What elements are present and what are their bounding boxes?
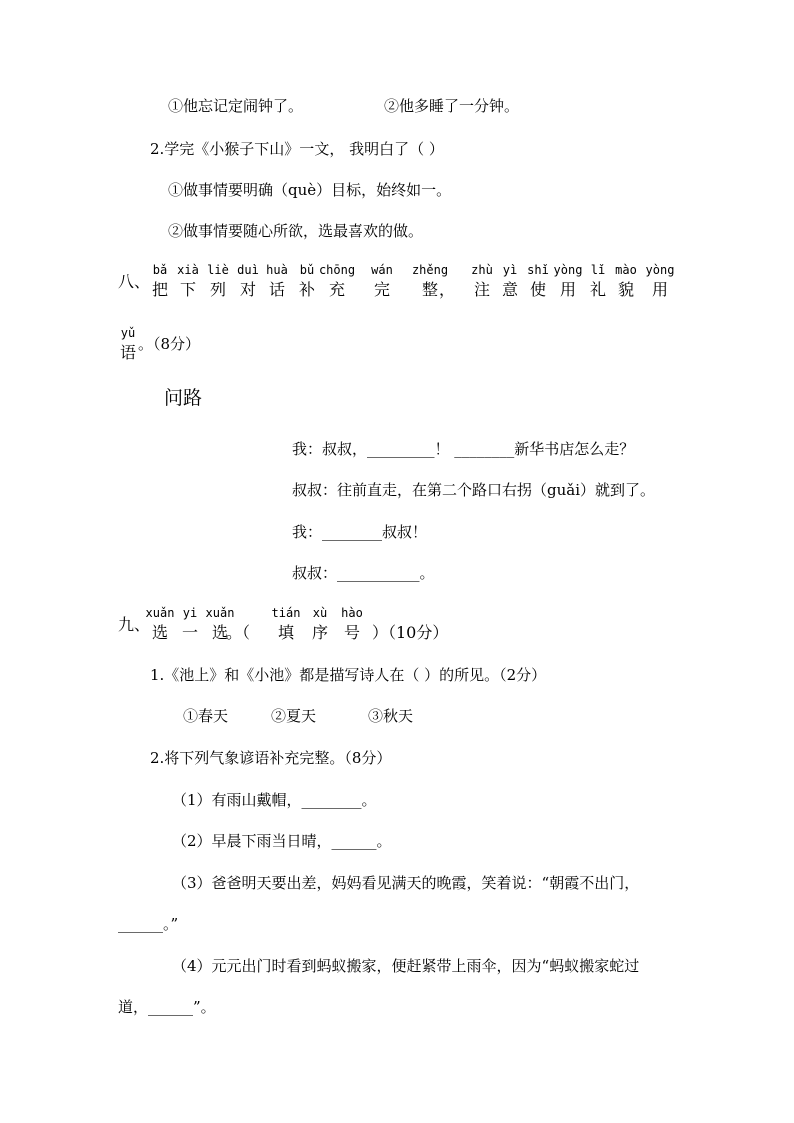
- dialogue-line-2: 叔叔：往前直走，在第二个路口右拐（guǎi）就到了。: [292, 481, 656, 499]
- q9-char: 。（: [226, 623, 251, 642]
- q8-char: bǔ 补: [298, 263, 315, 299]
- q7-item-2-option-1: ①做事情要明确（què）目标，始终如一。: [168, 181, 452, 199]
- q9-item-2: 2.将下列气象谚语补充完整。（8分）: [150, 749, 392, 767]
- q9-option-summer: ②夏天: [271, 707, 317, 725]
- proverb-3: （3）爸爸明天要出差，妈妈看见满天的晚霞，笑着说：“朝霞不出门，: [172, 874, 640, 892]
- q8-char: yòng 用: [553, 263, 583, 299]
- q8-char: lǐ 礼: [589, 263, 606, 299]
- q7-option-2: ②他多睡了一分钟。: [384, 97, 520, 115]
- q8-score: 。（8分）: [138, 335, 201, 353]
- q8-char: zhù 注: [471, 263, 493, 299]
- q9-char: ）（10分）: [372, 623, 449, 642]
- dialogue-title: 问路: [164, 387, 203, 409]
- proverb-4: （4）元元出门时看到蚂蚁搬家，便赶紧带上雨伞，因为“蚂蚁搬家蛇过: [172, 957, 640, 975]
- q8-char: chōng 充: [318, 263, 356, 299]
- proverb-1: （1）有雨山戴帽，________。: [172, 791, 377, 809]
- q8-char: duì 对: [237, 263, 259, 299]
- q8-cont-char: yǔ 语: [119, 326, 136, 362]
- dialogue-line-4: 叔叔：___________。: [292, 564, 435, 582]
- q9-number: 九、: [118, 615, 151, 634]
- q8-char: yì 意: [501, 263, 518, 299]
- q9-char: xù 序: [311, 606, 328, 642]
- q8-number: 八、: [118, 272, 151, 291]
- q9-char: hào 号: [341, 606, 363, 642]
- q8-char: zhěng 整: [411, 263, 449, 299]
- q7-option-1: ①他忘记定闹钟了。: [168, 97, 304, 115]
- dialogue-line-3: 我：________叔叔！: [292, 523, 428, 541]
- dialogue-line-1: 我：叔叔，_________！ ________新华书店怎么走？: [292, 440, 635, 458]
- proverb-4-cont: 道，______”。: [118, 998, 216, 1016]
- q8-char: liè 列: [207, 263, 229, 299]
- proverb-3-cont: ______。”: [118, 915, 179, 933]
- q9-char: xuǎn 选: [145, 606, 175, 642]
- q9-option-autumn: ③秋天: [368, 707, 414, 725]
- q8-char: wán 完: [371, 263, 393, 299]
- q8-char: shǐ 使: [527, 263, 549, 299]
- q9-option-spring: ①春天: [183, 707, 229, 725]
- q9-char: yi 一: [181, 606, 198, 642]
- q8-char: huà 话: [266, 263, 288, 299]
- q9-char: xuǎn 选: [205, 606, 235, 642]
- proverb-2: （2）早晨下雨当日晴，______。: [172, 832, 392, 850]
- q9-item-1: 1.《池上》和《小池》都是描写诗人在（ ）的所见。（2分）: [150, 666, 547, 684]
- q8-char: xià 下: [177, 263, 199, 299]
- q8-char: yòng 用: [645, 263, 675, 299]
- q8-char: mào 貌: [615, 263, 637, 299]
- q7-item-2-option-2: ②做事情要随心所欲，选最喜欢的做。: [168, 222, 424, 240]
- q8-char: ，: [438, 280, 455, 299]
- q9-instruction: [140, 606, 460, 654]
- q7-item-2: 2.学完《小猴子下山》一文， 我明白了（ ）: [150, 140, 444, 158]
- q8-char: bǎ 把: [151, 263, 168, 299]
- q8-instruction: [140, 263, 680, 311]
- q9-char: tián 填: [271, 606, 301, 642]
